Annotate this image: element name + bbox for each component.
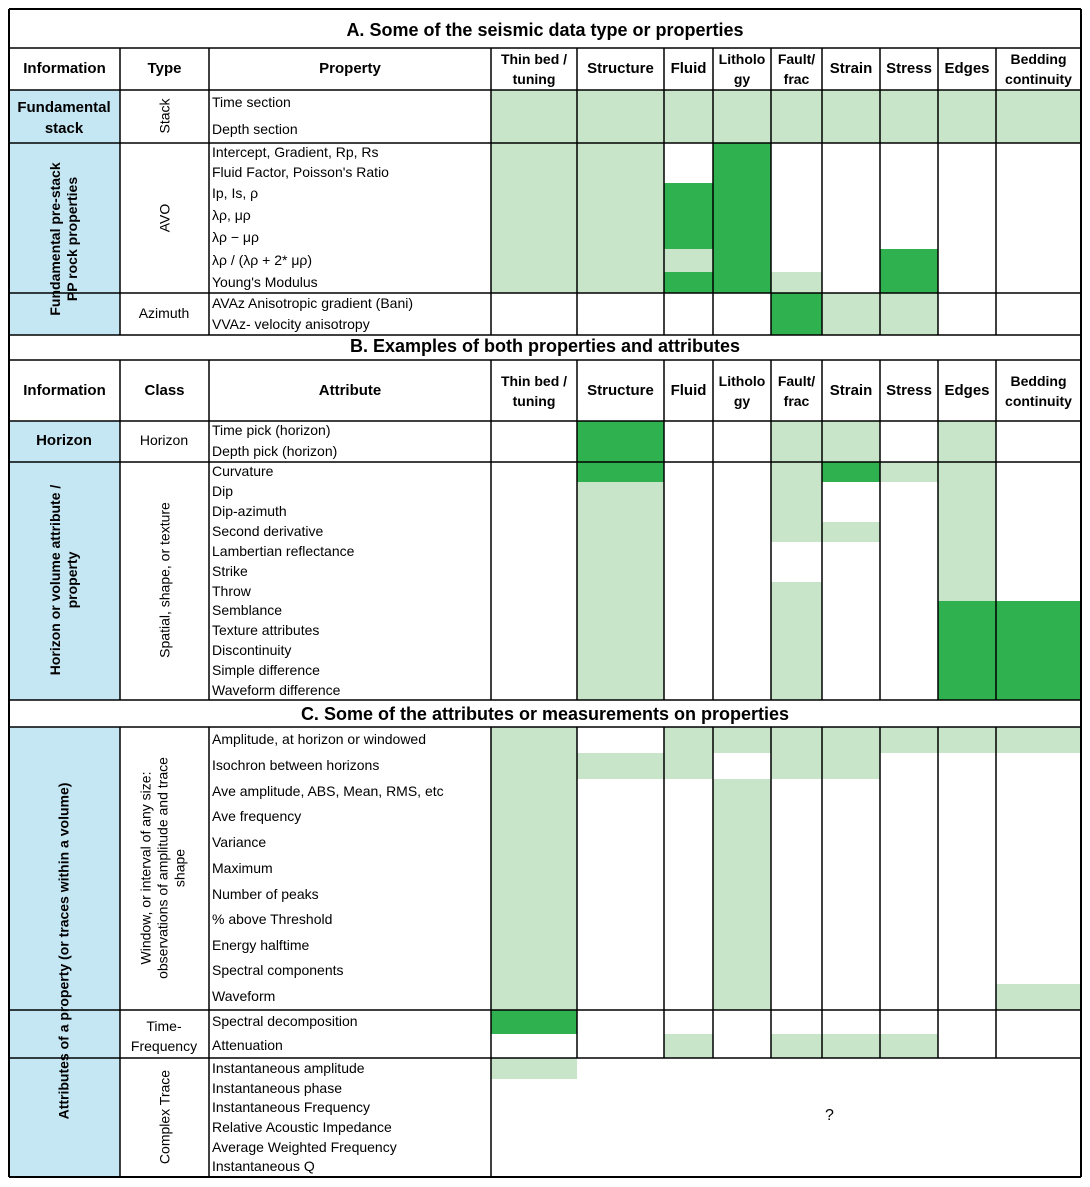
data-cell [577,272,664,293]
attribute-item: Ave frequency [212,808,302,824]
data-cell [664,727,713,753]
data-cell [938,681,996,700]
data-cell [938,641,996,661]
data-cell [491,90,577,143]
data-cell [664,272,713,293]
data-cell [491,249,577,272]
data-cell [771,272,822,293]
data-cell [938,621,996,641]
type-azimuth: Azimuth [138,305,190,321]
data-cell [713,804,771,830]
column-header-litholo-gy: Litholo gy [718,51,766,87]
data-cell [771,727,822,753]
info-horizon: Horizon [36,432,92,449]
data-cell [713,249,771,272]
property-item: Fluid Factor, Poisson's Ratio [212,164,389,180]
data-cell [491,907,577,933]
data-cell [664,227,713,249]
info-attributes-of-property: Attributes of a property (or traces within a volume) [55,782,72,1120]
class-spatial: Spatial, shape, or texture [156,502,173,658]
data-cell [713,933,771,958]
attribute-item: Instantaneous Frequency [212,1099,370,1115]
data-cell [771,621,822,641]
data-cell [713,183,771,205]
data-cell [664,753,713,779]
data-cell [771,421,822,462]
property-item: Young's Modulus [212,273,318,290]
class-horizon: Horizon [139,432,189,448]
column-header-stress: Stress [886,381,932,399]
data-cell [822,421,880,462]
data-cell [713,830,771,856]
info-fundamental-pre-stack: Fundamental pre-stack PP rock properties [47,162,80,316]
group-time-frequency: Time- Frequency [130,1018,198,1054]
type-avo: AVO [156,203,173,233]
data-cell [713,205,771,227]
column-header-stress: Stress [886,60,932,77]
attribute-item: Maximum [212,860,273,876]
data-cell [822,522,880,542]
data-cell [996,621,1081,641]
attribute-item: Waveform [212,988,276,1004]
data-cell [938,601,996,621]
column-header-information: Information [23,381,106,399]
attribute-item: Semblance [212,602,283,618]
data-cell [713,882,771,907]
data-cell [771,681,822,700]
data-cell [822,293,880,335]
data-cell [880,1034,938,1058]
column-header-strain: Strain [829,381,873,399]
attribute-item: Instantaneous phase [212,1079,342,1096]
data-cell [771,1034,822,1058]
data-cell [577,482,664,502]
column-header-property: Property [319,60,381,77]
column-header-information: Information [23,60,106,77]
unknown-mark: ? [825,1107,834,1124]
attribute-item: Relative Acoustic Impedance [212,1119,392,1135]
data-cell [491,882,577,907]
data-cell [713,907,771,933]
data-cell [713,143,771,163]
data-cell [491,830,577,856]
attribute-item: Throw [212,582,251,599]
data-cell [771,582,822,601]
data-cell [491,1058,577,1079]
attribute-item: % above Threshold [212,911,333,927]
data-cell [577,90,664,143]
data-cell [491,753,577,779]
data-cell [713,90,771,143]
column-header-edges: Edges [944,381,990,399]
data-cell [938,482,996,502]
property-item: Ip, Is, ρ [212,185,259,201]
data-cell [938,502,996,522]
section-a-title: A. Some of the seismic data type or properties [346,20,744,40]
info-fundamental-stack: Fundamental stack [17,99,111,137]
column-header-type: Type [147,60,182,77]
data-cell [822,753,880,779]
attribute-item: Simple difference [212,662,320,678]
attribute-item: Lambertian reflectance [212,543,355,559]
data-cell [880,272,938,293]
data-cell [713,163,771,183]
data-cell [996,601,1081,621]
attribute-item: Spectral decomposition [212,1013,358,1029]
group-window: Window, or interval of any size: observations of amplitude and trace shape [137,757,188,979]
data-cell [880,727,938,753]
data-cell [713,779,771,804]
data-cell [822,90,880,143]
property-item: AVAz Anisotropic gradient (Bani) [212,294,414,311]
data-cell [577,641,664,661]
attribute-item: Instantaneous amplitude [212,1059,365,1076]
data-cell [577,205,664,227]
data-cell [880,293,938,335]
data-cell [771,482,822,502]
data-cell [664,205,713,227]
data-cell [996,661,1081,681]
data-cell [577,143,664,163]
property-item: λρ − μρ [212,229,259,245]
data-cell [577,753,664,779]
data-cell [491,984,577,1010]
data-cell [491,1010,577,1034]
data-cell [996,681,1081,700]
column-header-structure: Structure [587,60,654,77]
data-cell [577,249,664,272]
data-cell [822,1034,880,1058]
column-header-thin-bed-tuning: Thin bed / tuning [500,372,568,409]
type-stack: Stack [156,98,173,134]
property-item: λρ / (λρ + 2* μρ) [212,251,313,268]
data-cell [664,249,713,272]
data-cell [771,90,822,143]
data-cell [577,522,664,542]
data-cell [491,163,577,183]
data-cell [577,542,664,562]
data-cell [577,582,664,601]
info-horizon-volume: Horizon or volume attribute / property [47,484,80,676]
group-complex-trace: Complex Trace [156,1069,173,1165]
data-cell [771,522,822,542]
data-cell [822,462,880,482]
data-cell [996,727,1081,753]
data-cell [491,779,577,804]
data-cell [771,502,822,522]
data-cell [938,90,996,143]
data-cell [771,753,822,779]
data-cell [491,856,577,882]
data-cell [938,462,996,482]
data-cell [664,90,713,143]
data-cell [713,958,771,984]
data-cell [664,1034,713,1058]
attribute-item: Waveform difference [212,681,341,698]
column-header-litholo-gy: Litholo gy [718,372,766,409]
column-header-bedding-continuity: Bedding continuity [1005,372,1072,409]
column-header-structure: Structure [587,381,654,399]
data-cell [577,163,664,183]
attribute-item: Number of peaks [212,885,319,902]
data-cell [491,205,577,227]
data-cell [771,293,822,335]
data-cell [880,249,938,272]
data-cell [713,227,771,249]
data-cell [577,462,664,482]
attribute-item: Depth pick (horizon) [212,442,338,459]
column-header-strain: Strain [829,60,873,77]
section-b-title: B. Examples of both properties and attributes [349,336,741,356]
data-cell [938,421,996,462]
data-cell [577,621,664,641]
column-header-edges: Edges [944,60,990,77]
section-c-title: C. Some of the attributes or measurements on properties [300,704,790,724]
attribute-item: Discontinuity [212,642,292,658]
data-cell [996,90,1081,143]
data-cell [771,641,822,661]
property-item: Time section [212,94,291,110]
column-header-thin-bed-tuning: Thin bed / tuning [500,51,568,87]
property-item: Intercept, Gradient, Rp, Rs [212,144,379,160]
attribute-item: Spectral components [212,962,344,978]
data-cell [938,727,996,753]
attribute-item: Second derivative [212,523,324,539]
data-cell [491,958,577,984]
column-header-bedding-continuity: Bedding continuity [1005,51,1072,87]
attribute-item: Dip [212,483,234,499]
data-cell [577,562,664,582]
data-cell [713,856,771,882]
column-header-class: Class [144,381,185,399]
data-cell [713,727,771,753]
data-cell [491,143,577,163]
data-cell [771,661,822,681]
data-cell [491,272,577,293]
data-cell [938,522,996,542]
column-header-fault-frac: Fault/ frac [777,51,816,87]
data-cell [491,804,577,830]
attribute-item: Curvature [212,463,274,479]
attribute-item: Dip-azimuth [212,503,287,519]
data-cell [577,227,664,249]
property-item: VVAz- velocity anisotropy [212,315,370,332]
data-cell [577,661,664,681]
attribute-item: Average Weighted Frequency [212,1138,397,1155]
property-item: Depth section [212,120,298,137]
data-cell [938,582,996,601]
attribute-item: Ave amplitude, ABS, Mean, RMS, etc [212,782,444,799]
data-cell [491,183,577,205]
data-cell [491,933,577,958]
attribute-item: Texture attributes [212,622,320,638]
data-cell [713,984,771,1010]
property-item: λρ, μρ [212,207,251,223]
attribute-item: Strike [212,563,248,579]
data-cell [771,601,822,621]
data-cell [577,601,664,621]
data-cell [491,227,577,249]
data-cell [577,681,664,700]
data-cell [880,462,938,482]
attribute-item: Isochron between horizons [212,757,380,773]
column-header-attribute: Attribute [318,381,382,399]
data-cell [577,502,664,522]
data-cell [491,727,577,753]
data-cell [996,641,1081,661]
column-header-fluid: Fluid [670,60,707,77]
attribute-item: Time pick (horizon) [212,422,331,438]
data-cell [938,661,996,681]
attribute-item: Amplitude, at horizon or windowed [212,731,427,747]
data-cell [938,562,996,582]
data-cell [577,421,664,462]
column-header-fluid: Fluid [670,381,707,399]
attribute-item: Energy halftime [212,936,310,953]
data-cell [771,462,822,482]
data-cell [822,727,880,753]
data-cell [713,272,771,293]
data-cell [938,542,996,562]
attribute-item: Instantaneous Q [212,1158,315,1174]
data-cell [996,984,1081,1010]
column-header-fault-frac: Fault/ frac [777,372,816,409]
data-cell [880,90,938,143]
attribute-item: Attenuation [212,1037,283,1053]
attribute-item: Variance [212,834,267,850]
data-cell [664,183,713,205]
data-cell [577,183,664,205]
